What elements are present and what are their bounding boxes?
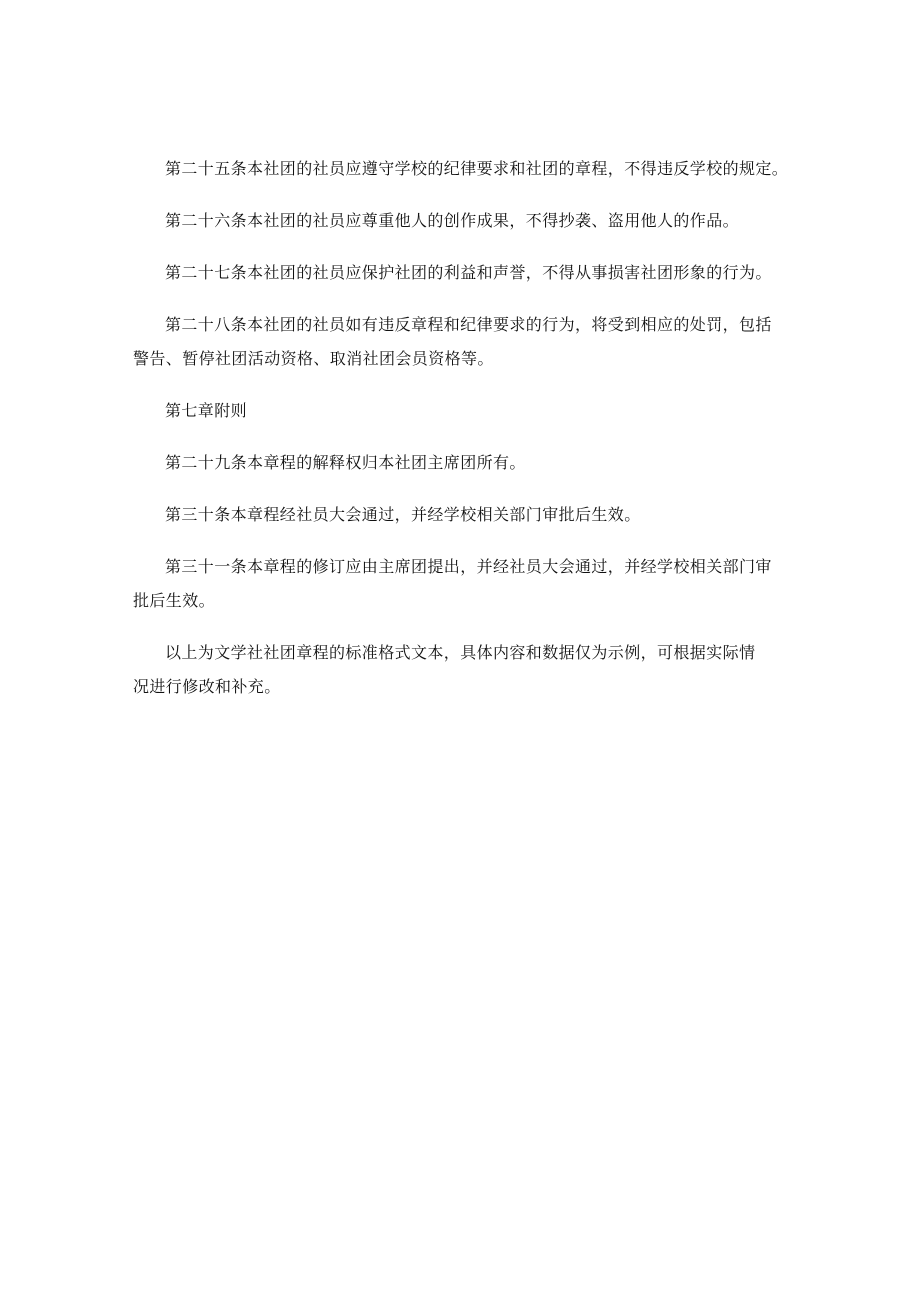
paragraph-line: 批后生效。 (133, 591, 216, 610)
paragraph-line: 第三十条本章程经社员大会通过，并经学校相关部门审批后生效。 (165, 505, 641, 524)
paragraph-line: 第二十六条本社团的社员应尊重他人的创作成果，不得抄袭、盗用他人的作品。 (165, 211, 740, 230)
article-28 (133, 308, 823, 376)
article-27 (133, 256, 823, 290)
paragraph-line: 第二十八条本社团的社员如有违反章程和纪律要求的行为，将受到相应的处罚，包括 (165, 315, 772, 334)
paragraph-line: 警告、暂停社团活动资格、取消社团会员资格等。 (133, 349, 494, 368)
article-31 (133, 550, 823, 618)
paragraph-line: 况进行修改和补充。 (133, 677, 281, 696)
paragraph-line: 第二十七条本社团的社员应保护社团的利益和声誉，不得从事损害社团形象的行为。 (165, 263, 772, 282)
article-25 (133, 152, 823, 186)
paragraph-line: 第七章附则 (165, 401, 248, 420)
chapter-heading (133, 394, 823, 428)
closing-note (133, 636, 823, 704)
paragraph-line: 第三十一条本章程的修订应由主席团提出，并经社员大会通过，并经学校相关部门审 (165, 557, 772, 576)
paragraph-line: 第二十五条本社团的社员应遵守学校的纪律要求和社团的章程，不得违反学校的规定。 (165, 159, 789, 178)
document-body (133, 152, 823, 722)
paragraph-line: 第二十九条本章程的解释权归本社团主席团所有。 (165, 453, 526, 472)
article-29 (133, 446, 823, 480)
article-30 (133, 498, 823, 532)
article-26 (133, 204, 823, 238)
paragraph-line: 以上为文学社社团章程的标准格式文本，具体内容和数据仅为示例，可根据实际情 (165, 643, 756, 662)
